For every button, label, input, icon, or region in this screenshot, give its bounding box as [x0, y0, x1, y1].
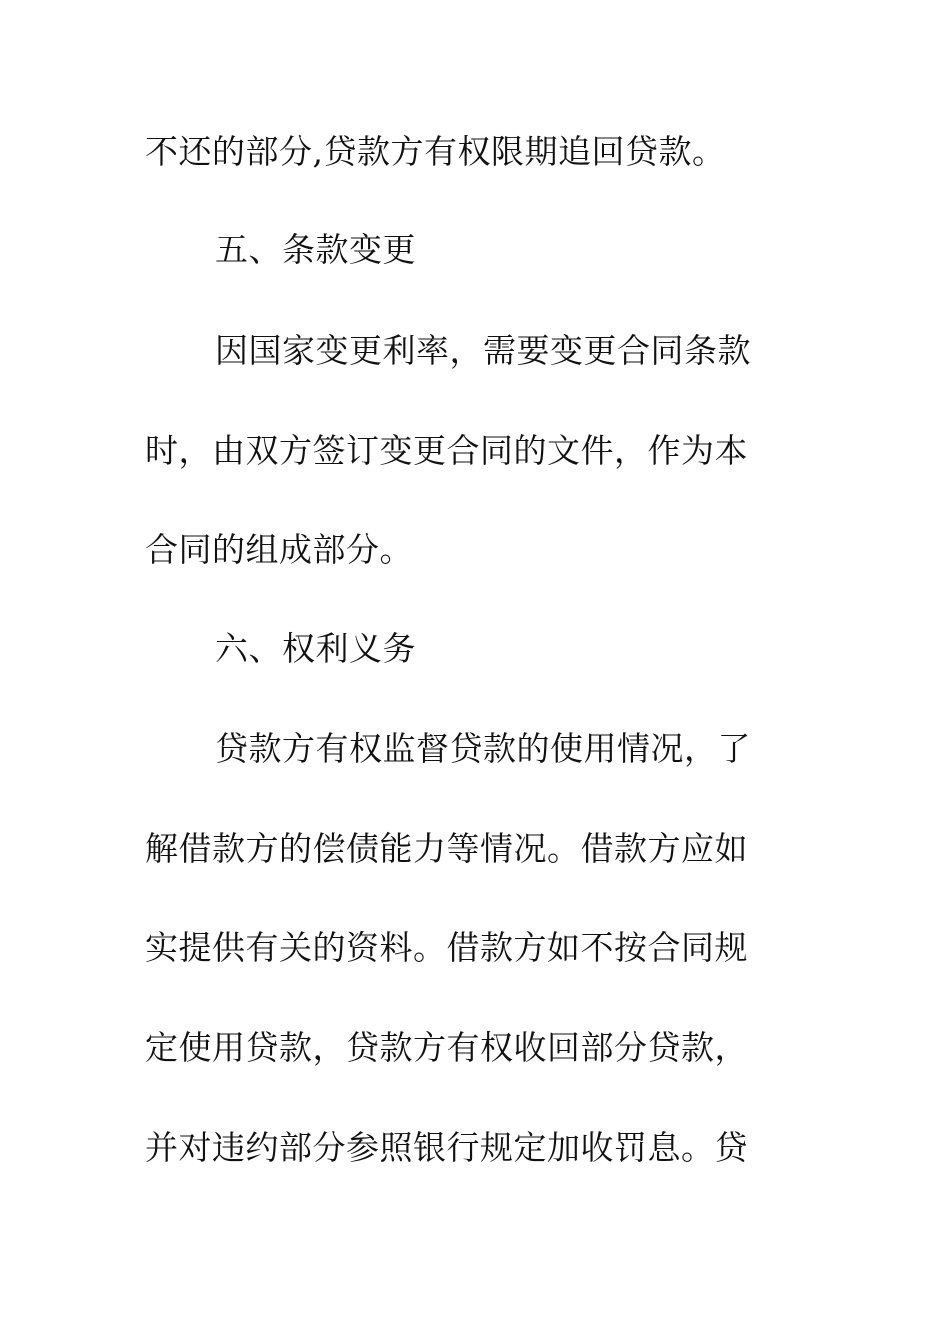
paragraph-line: 因国家变更利率，需要变更合同条款: [215, 331, 751, 370]
paragraph-line: 合同的组成部分。: [145, 530, 413, 569]
paragraph-line: 解借款方的偿债能力等情况。借款方应如: [145, 829, 748, 868]
paragraph-line: 并对违约部分参照银行规定加收罚息。贷: [145, 1128, 748, 1167]
paragraph-line: 贷款方有权监督贷款的使用情况，了: [215, 729, 751, 768]
paragraph-line: 实提供有关的资料。借款方如不按合同规: [145, 928, 748, 967]
paragraph-line: 时，由双方签订变更合同的文件，作为本: [145, 431, 748, 470]
section-heading-terms-change: 五、条款变更: [215, 230, 416, 269]
paragraph-line: 不还的部分,贷款方有权限期追回贷款。: [145, 132, 726, 171]
paragraph-line: 定使用贷款，贷款方有权收回部分贷款，: [145, 1028, 748, 1067]
section-heading-rights-obligations: 六、权利义务: [215, 629, 416, 668]
